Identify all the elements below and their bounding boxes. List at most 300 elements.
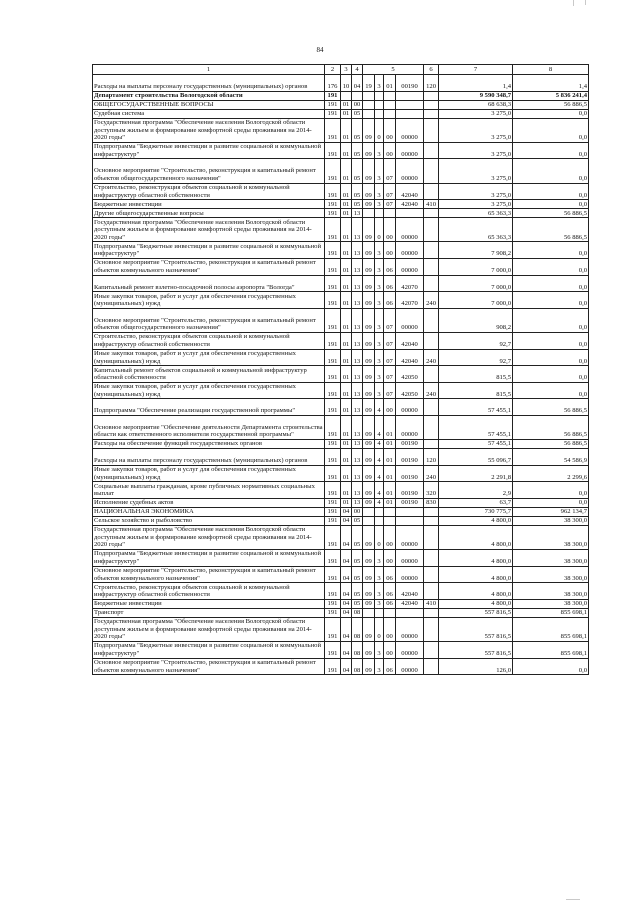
- row-name: Подпрограмма "Бюджетные инвестиции в развитие социальной и коммунальной инфраструктур": [93, 142, 325, 159]
- table-row: [93, 507, 589, 516]
- row-name: Другие общегосударственные вопросы: [93, 209, 325, 218]
- row-code-direction: 00190: [396, 498, 424, 507]
- row-code-direction: 42050: [396, 382, 424, 399]
- row-code-expense-type: 120: [424, 75, 439, 92]
- row-amount-2: 0,0: [513, 159, 589, 183]
- row-code-program: 09: [363, 399, 375, 416]
- row-code-section: 01: [341, 258, 352, 275]
- row-amount-2: 2 299,6: [513, 465, 589, 482]
- row-amount-1: 730 775,7: [439, 507, 513, 516]
- row-code-section: 01: [341, 399, 352, 416]
- table-row: [93, 415, 589, 439]
- row-code-subprogram: [375, 109, 384, 118]
- row-name: Государственная программа "Обеспечение населения Вологодской области доступным жильем и формирование комфортной среды проживания на 2014-2020 годы": [93, 617, 325, 641]
- row-code-activity: 00: [384, 218, 396, 242]
- row-amount-1: 4 800,0: [439, 599, 513, 608]
- row-code-subsection: 13: [352, 242, 363, 259]
- row-code-subprogram: 3: [375, 332, 384, 349]
- row-code-expense-type: [424, 440, 439, 449]
- row-amount-2: 56 886,5: [513, 209, 589, 218]
- row-code-activity: 07: [384, 308, 396, 332]
- row-code-direction: [396, 608, 424, 617]
- row-code-admin: 191: [325, 292, 341, 309]
- row-name: Строительство, реконструкция объектов социальной и коммунальной инфраструктур областной собственности: [93, 583, 325, 600]
- row-code-activity: 00: [384, 525, 396, 549]
- table-row: [93, 218, 589, 242]
- row-code-activity: 00: [384, 242, 396, 259]
- row-code-subsection: 05: [352, 516, 363, 525]
- row-code-activity: 06: [384, 599, 396, 608]
- row-code-section: 01: [341, 349, 352, 366]
- row-amount-2: 0,0: [513, 118, 589, 142]
- row-name: НАЦИОНАЛЬНАЯ ЭКОНОМИКА: [93, 507, 325, 516]
- row-code-subprogram: 3: [375, 566, 384, 583]
- row-code-admin: 191: [325, 583, 341, 600]
- row-code-direction: 00000: [396, 159, 424, 183]
- row-amount-2: 0,0: [513, 308, 589, 332]
- scan-mark-top: [573, 0, 574, 6]
- header-cell-2: 2: [325, 65, 341, 75]
- row-amount-2: 38 300,0: [513, 599, 589, 608]
- row-code-subsection: 13: [352, 465, 363, 482]
- row-code-subprogram: 4: [375, 498, 384, 507]
- row-code-subprogram: 3: [375, 382, 384, 399]
- table-row: [93, 349, 589, 366]
- header-cell-1: 1: [93, 65, 325, 75]
- row-name: Основное мероприятие "Строительство, реконструкция и капитальный ремонт объектов коммунального назначения": [93, 258, 325, 275]
- row-code-admin: 191: [325, 658, 341, 675]
- row-amount-1: 57 455,1: [439, 399, 513, 416]
- row-amount-1: 557 816,5: [439, 642, 513, 659]
- row-code-section: 01: [341, 142, 352, 159]
- row-code-subsection: 08: [352, 617, 363, 641]
- row-amount-2: 38 300,0: [513, 550, 589, 567]
- row-code-section: 01: [341, 498, 352, 507]
- row-code-activity: [384, 91, 396, 100]
- row-code-program: [363, 100, 375, 109]
- row-code-expense-type: 240: [424, 292, 439, 309]
- row-code-admin: 191: [325, 100, 341, 109]
- row-code-admin: 191: [325, 449, 341, 466]
- table-row: [93, 242, 589, 259]
- row-amount-2: 0,0: [513, 292, 589, 309]
- row-code-activity: 00: [384, 550, 396, 567]
- row-amount-1: 557 816,5: [439, 608, 513, 617]
- row-amount-1: 2 291,8: [439, 465, 513, 482]
- row-code-subprogram: 3: [375, 275, 384, 292]
- row-code-activity: 01: [384, 440, 396, 449]
- row-amount-1: 557 816,5: [439, 617, 513, 641]
- row-code-subsection: 05: [352, 159, 363, 183]
- table-row: [93, 482, 589, 499]
- row-code-subprogram: 3: [375, 583, 384, 600]
- row-amount-2: 38 300,0: [513, 566, 589, 583]
- row-amount-2: 0,0: [513, 658, 589, 675]
- row-code-activity: [384, 209, 396, 218]
- row-code-subsection: 00: [352, 507, 363, 516]
- row-code-section: 01: [341, 332, 352, 349]
- header-cell-7: 7: [439, 65, 513, 75]
- row-code-expense-type: 240: [424, 382, 439, 399]
- row-code-direction: 00000: [396, 399, 424, 416]
- row-code-section: 04: [341, 583, 352, 600]
- row-code-subsection: 08: [352, 608, 363, 617]
- row-code-program: 09: [363, 200, 375, 209]
- row-code-subsection: 13: [352, 498, 363, 507]
- row-code-admin: 191: [325, 200, 341, 209]
- row-code-activity: 07: [384, 159, 396, 183]
- row-code-subsection: 13: [352, 218, 363, 242]
- row-code-program: 09: [363, 566, 375, 583]
- row-code-section: 01: [341, 292, 352, 309]
- row-amount-1: 815,5: [439, 382, 513, 399]
- row-code-direction: 00000: [396, 525, 424, 549]
- row-amount-1: 4 800,0: [439, 550, 513, 567]
- row-code-direction: 42040: [396, 200, 424, 209]
- table-row: [93, 440, 589, 449]
- row-code-admin: 191: [325, 642, 341, 659]
- row-name: ОБЩЕГОСУДАРСТВЕННЫЕ ВОПРОСЫ: [93, 100, 325, 109]
- row-code-direction: [396, 100, 424, 109]
- row-code-subsection: 05: [352, 599, 363, 608]
- row-code-admin: 191: [325, 608, 341, 617]
- row-code-expense-type: 830: [424, 498, 439, 507]
- row-code-program: 09: [363, 550, 375, 567]
- row-code-expense-type: [424, 507, 439, 516]
- row-code-expense-type: [424, 183, 439, 200]
- row-code-subprogram: 3: [375, 349, 384, 366]
- row-code-direction: 00190: [396, 465, 424, 482]
- scan-mark-bottom: [566, 899, 580, 900]
- row-code-section: 01: [341, 415, 352, 439]
- row-name: Бюджетные инвестиции: [93, 599, 325, 608]
- row-code-direction: 42040: [396, 183, 424, 200]
- row-code-direction: 42040: [396, 332, 424, 349]
- row-code-subsection: 05: [352, 183, 363, 200]
- row-code-program: 09: [363, 142, 375, 159]
- table-row: [93, 566, 589, 583]
- row-code-section: 04: [341, 550, 352, 567]
- row-code-activity: [384, 109, 396, 118]
- table-row: [93, 366, 589, 383]
- row-code-admin: 176: [325, 75, 341, 92]
- row-code-activity: 07: [384, 200, 396, 209]
- row-code-program: 09: [363, 583, 375, 600]
- row-code-section: 04: [341, 507, 352, 516]
- row-code-admin: 191: [325, 482, 341, 499]
- row-amount-1: 1,4: [439, 75, 513, 92]
- row-code-section: 01: [341, 308, 352, 332]
- row-name: Государственная программа "Обеспечение населения Вологодской области доступным жильем и формирование комфортной среды проживания на 2014-2020 годы": [93, 525, 325, 549]
- row-amount-1: 68 638,3: [439, 100, 513, 109]
- row-code-activity: [384, 507, 396, 516]
- row-name: Социальные выплаты гражданам, кроме публичных нормативных социальных выплат: [93, 482, 325, 499]
- row-code-direction: 00000: [396, 415, 424, 439]
- row-code-admin: 191: [325, 516, 341, 525]
- row-name: Иные закупки товаров, работ и услуг для обеспечения государственных (муниципальных) нужд: [93, 382, 325, 399]
- row-code-admin: 191: [325, 507, 341, 516]
- row-code-section: 01: [341, 482, 352, 499]
- row-amount-2: 0,0: [513, 258, 589, 275]
- row-name: Основное мероприятие "Обеспечение деятельности Департамента строительства области как ответственного исполнителя государственной программы": [93, 415, 325, 439]
- row-name: Капитальный ремонт взлетно-посадочной полосы аэропорта "Вологда": [93, 275, 325, 292]
- row-name: Подпрограмма "Бюджетные инвестиции в развитие социальной и коммунальной инфраструктур": [93, 642, 325, 659]
- row-code-activity: 00: [384, 617, 396, 641]
- row-code-admin: 191: [325, 159, 341, 183]
- table-row: [93, 498, 589, 507]
- row-code-subsection: 13: [352, 482, 363, 499]
- row-code-subprogram: 0: [375, 525, 384, 549]
- row-code-program: [363, 109, 375, 118]
- row-code-subsection: 13: [352, 332, 363, 349]
- row-name: Строительство, реконструкция объектов социальной и коммунальной инфраструктур областной собственности: [93, 183, 325, 200]
- row-code-direction: 00000: [396, 658, 424, 675]
- row-amount-1: 92,7: [439, 332, 513, 349]
- row-amount-1: 908,2: [439, 308, 513, 332]
- row-code-activity: [384, 100, 396, 109]
- table-header-row: [93, 65, 589, 75]
- row-code-program: 09: [363, 258, 375, 275]
- row-code-program: 09: [363, 292, 375, 309]
- header-cell-5: 5: [363, 65, 424, 75]
- row-amount-1: 4 800,0: [439, 516, 513, 525]
- row-code-subprogram: 4: [375, 465, 384, 482]
- row-code-admin: 191: [325, 440, 341, 449]
- row-code-admin: 191: [325, 382, 341, 399]
- row-name: Бюджетные инвестиции: [93, 200, 325, 209]
- row-name: Иные закупки товаров, работ и услуг для обеспечения государственных (муниципальных) нужд: [93, 349, 325, 366]
- row-amount-1: 4 800,0: [439, 566, 513, 583]
- row-code-expense-type: [424, 366, 439, 383]
- row-amount-1: 7 000,0: [439, 275, 513, 292]
- table-row: [93, 275, 589, 292]
- row-code-subsection: 05: [352, 200, 363, 209]
- row-code-program: 19: [363, 75, 375, 92]
- table-row: [93, 583, 589, 600]
- row-code-direction: 42040: [396, 599, 424, 608]
- row-code-subsection: 05: [352, 550, 363, 567]
- row-code-section: 01: [341, 275, 352, 292]
- row-code-direction: 00190: [396, 449, 424, 466]
- row-amount-2: 0,0: [513, 200, 589, 209]
- row-amount-1: 7 908,2: [439, 242, 513, 259]
- row-code-activity: 00: [384, 399, 396, 416]
- header-cell-6: 6: [424, 65, 439, 75]
- header-cell-3: 3: [341, 65, 352, 75]
- row-code-subsection: 05: [352, 109, 363, 118]
- row-code-subprogram: 0: [375, 617, 384, 641]
- row-code-subprogram: 0: [375, 118, 384, 142]
- row-code-program: [363, 608, 375, 617]
- row-name: Государственная программа "Обеспечение населения Вологодской области доступным жильем и формирование комфортной среды проживания на 2014-2020 годы": [93, 218, 325, 242]
- row-code-section: 01: [341, 449, 352, 466]
- row-code-section: 01: [341, 366, 352, 383]
- row-code-expense-type: [424, 91, 439, 100]
- row-code-program: 09: [363, 118, 375, 142]
- row-name: Основное мероприятие "Строительство, реконструкция и капитальный ремонт объектов коммунального назначения": [93, 658, 325, 675]
- row-amount-1: 9 590 348,7: [439, 91, 513, 100]
- table-row: [93, 258, 589, 275]
- row-code-subprogram: [375, 608, 384, 617]
- row-code-direction: 00000: [396, 642, 424, 659]
- row-code-subprogram: 4: [375, 415, 384, 439]
- table-row: [93, 382, 589, 399]
- row-code-direction: 00000: [396, 308, 424, 332]
- row-code-activity: 07: [384, 382, 396, 399]
- row-code-direction: [396, 209, 424, 218]
- row-amount-1: 65 363,3: [439, 218, 513, 242]
- row-code-direction: 00000: [396, 258, 424, 275]
- row-code-subsection: 08: [352, 642, 363, 659]
- row-code-direction: 42070: [396, 292, 424, 309]
- row-code-expense-type: [424, 209, 439, 218]
- row-code-section: 04: [341, 525, 352, 549]
- table-row: [93, 332, 589, 349]
- row-amount-2: 56 886,5: [513, 100, 589, 109]
- row-amount-1: 4 800,0: [439, 583, 513, 600]
- row-code-subprogram: 3: [375, 308, 384, 332]
- row-code-admin: 191: [325, 258, 341, 275]
- row-code-subprogram: 3: [375, 599, 384, 608]
- row-name: Подпрограмма "Бюджетные инвестиции в развитие социальной и коммунальной инфраструктур": [93, 242, 325, 259]
- row-code-program: 09: [363, 183, 375, 200]
- row-amount-2: 5 836 241,4: [513, 91, 589, 100]
- table-row: [93, 550, 589, 567]
- row-name: Строительство, реконструкция объектов социальной и коммунальной инфраструктур областной собственности: [93, 332, 325, 349]
- row-code-activity: 01: [384, 465, 396, 482]
- row-code-subsection: 13: [352, 399, 363, 416]
- row-amount-2: 0,0: [513, 275, 589, 292]
- row-amount-2: 0,0: [513, 349, 589, 366]
- row-code-subsection: 05: [352, 583, 363, 600]
- row-code-admin: 191: [325, 218, 341, 242]
- row-code-expense-type: [424, 308, 439, 332]
- row-name: Основное мероприятие "Строительство, реконструкция и капитальный ремонт объектов общегосударственного назначения": [93, 159, 325, 183]
- row-name: Сельское хозяйство и рыболовство: [93, 516, 325, 525]
- row-code-direction: [396, 507, 424, 516]
- row-code-subprogram: 3: [375, 292, 384, 309]
- row-name: Исполнение судебных актов: [93, 498, 325, 507]
- row-name: Подпрограмма "Бюджетные инвестиции в развитие социальной и коммунальной инфраструктур": [93, 550, 325, 567]
- row-code-subprogram: 4: [375, 440, 384, 449]
- row-code-subprogram: 3: [375, 142, 384, 159]
- row-amount-2: 0,0: [513, 183, 589, 200]
- row-code-admin: 191: [325, 209, 341, 218]
- table-row: [93, 109, 589, 118]
- row-code-subsection: 13: [352, 415, 363, 439]
- table-row: [93, 75, 589, 92]
- header-cell-4: 4: [352, 65, 363, 75]
- row-code-expense-type: [424, 415, 439, 439]
- row-code-admin: 191: [325, 275, 341, 292]
- row-amount-2: 0,0: [513, 482, 589, 499]
- row-amount-2: 1,4: [513, 75, 589, 92]
- row-code-subprogram: 3: [375, 242, 384, 259]
- row-code-section: 01: [341, 159, 352, 183]
- row-code-subsection: 05: [352, 566, 363, 583]
- row-code-expense-type: [424, 658, 439, 675]
- table-row: [93, 100, 589, 109]
- row-code-section: 04: [341, 516, 352, 525]
- row-code-activity: 07: [384, 349, 396, 366]
- row-code-subsection: [352, 91, 363, 100]
- row-code-program: [363, 91, 375, 100]
- row-amount-1: 55 096,7: [439, 449, 513, 466]
- row-amount-2: 0,0: [513, 498, 589, 507]
- row-code-activity: 06: [384, 275, 396, 292]
- row-code-direction: 00000: [396, 617, 424, 641]
- table-row: [93, 200, 589, 209]
- row-code-expense-type: [424, 218, 439, 242]
- row-code-subprogram: 4: [375, 449, 384, 466]
- row-code-admin: 191: [325, 617, 341, 641]
- row-code-subsection: 13: [352, 449, 363, 466]
- row-code-subprogram: [375, 91, 384, 100]
- row-code-activity: [384, 516, 396, 525]
- row-code-direction: 00000: [396, 550, 424, 567]
- row-code-direction: 42040: [396, 349, 424, 366]
- table-row: [93, 308, 589, 332]
- row-code-activity: 06: [384, 258, 396, 275]
- row-code-admin: 191: [325, 349, 341, 366]
- row-code-expense-type: [424, 399, 439, 416]
- row-code-subprogram: 3: [375, 258, 384, 275]
- row-code-program: 09: [363, 218, 375, 242]
- row-code-section: 04: [341, 658, 352, 675]
- row-code-expense-type: [424, 242, 439, 259]
- row-amount-2: 0,0: [513, 382, 589, 399]
- row-code-expense-type: [424, 118, 439, 142]
- table-row: [93, 516, 589, 525]
- page-number: 84: [316, 46, 324, 54]
- row-code-subsection: 05: [352, 118, 363, 142]
- row-code-program: 09: [363, 349, 375, 366]
- row-code-subsection: 13: [352, 292, 363, 309]
- row-name: Государственная программа "Обеспечение населения Вологодской области доступным жильем и формирование комфортной среды проживания на 2014-2020 годы": [93, 118, 325, 142]
- row-name: Департамент строительства Вологодской области: [93, 91, 325, 100]
- row-amount-2: 0,0: [513, 142, 589, 159]
- row-code-expense-type: [424, 550, 439, 567]
- row-amount-2: 0,0: [513, 332, 589, 349]
- row-code-activity: 00: [384, 118, 396, 142]
- row-amount-1: 3 275,0: [439, 109, 513, 118]
- row-code-subprogram: 3: [375, 642, 384, 659]
- row-code-section: 01: [341, 218, 352, 242]
- row-code-subprogram: [375, 209, 384, 218]
- row-code-section: 04: [341, 617, 352, 641]
- row-code-subsection: 05: [352, 525, 363, 549]
- row-code-subprogram: [375, 100, 384, 109]
- row-code-subprogram: 3: [375, 200, 384, 209]
- row-code-program: 09: [363, 275, 375, 292]
- row-code-admin: 191: [325, 242, 341, 259]
- table-row: [93, 159, 589, 183]
- row-code-expense-type: [424, 159, 439, 183]
- row-amount-1: 126,0: [439, 658, 513, 675]
- row-amount-1: 7 000,0: [439, 258, 513, 275]
- table-body: [93, 75, 589, 675]
- row-code-direction: [396, 91, 424, 100]
- table-row: [93, 525, 589, 549]
- row-code-section: 04: [341, 599, 352, 608]
- row-code-section: 10: [341, 75, 352, 92]
- row-code-admin: 191: [325, 566, 341, 583]
- row-code-expense-type: [424, 525, 439, 549]
- scan-mark-top: [585, 0, 586, 5]
- row-code-admin: 191: [325, 332, 341, 349]
- row-code-admin: 191: [325, 183, 341, 200]
- row-amount-2: 855 698,1: [513, 642, 589, 659]
